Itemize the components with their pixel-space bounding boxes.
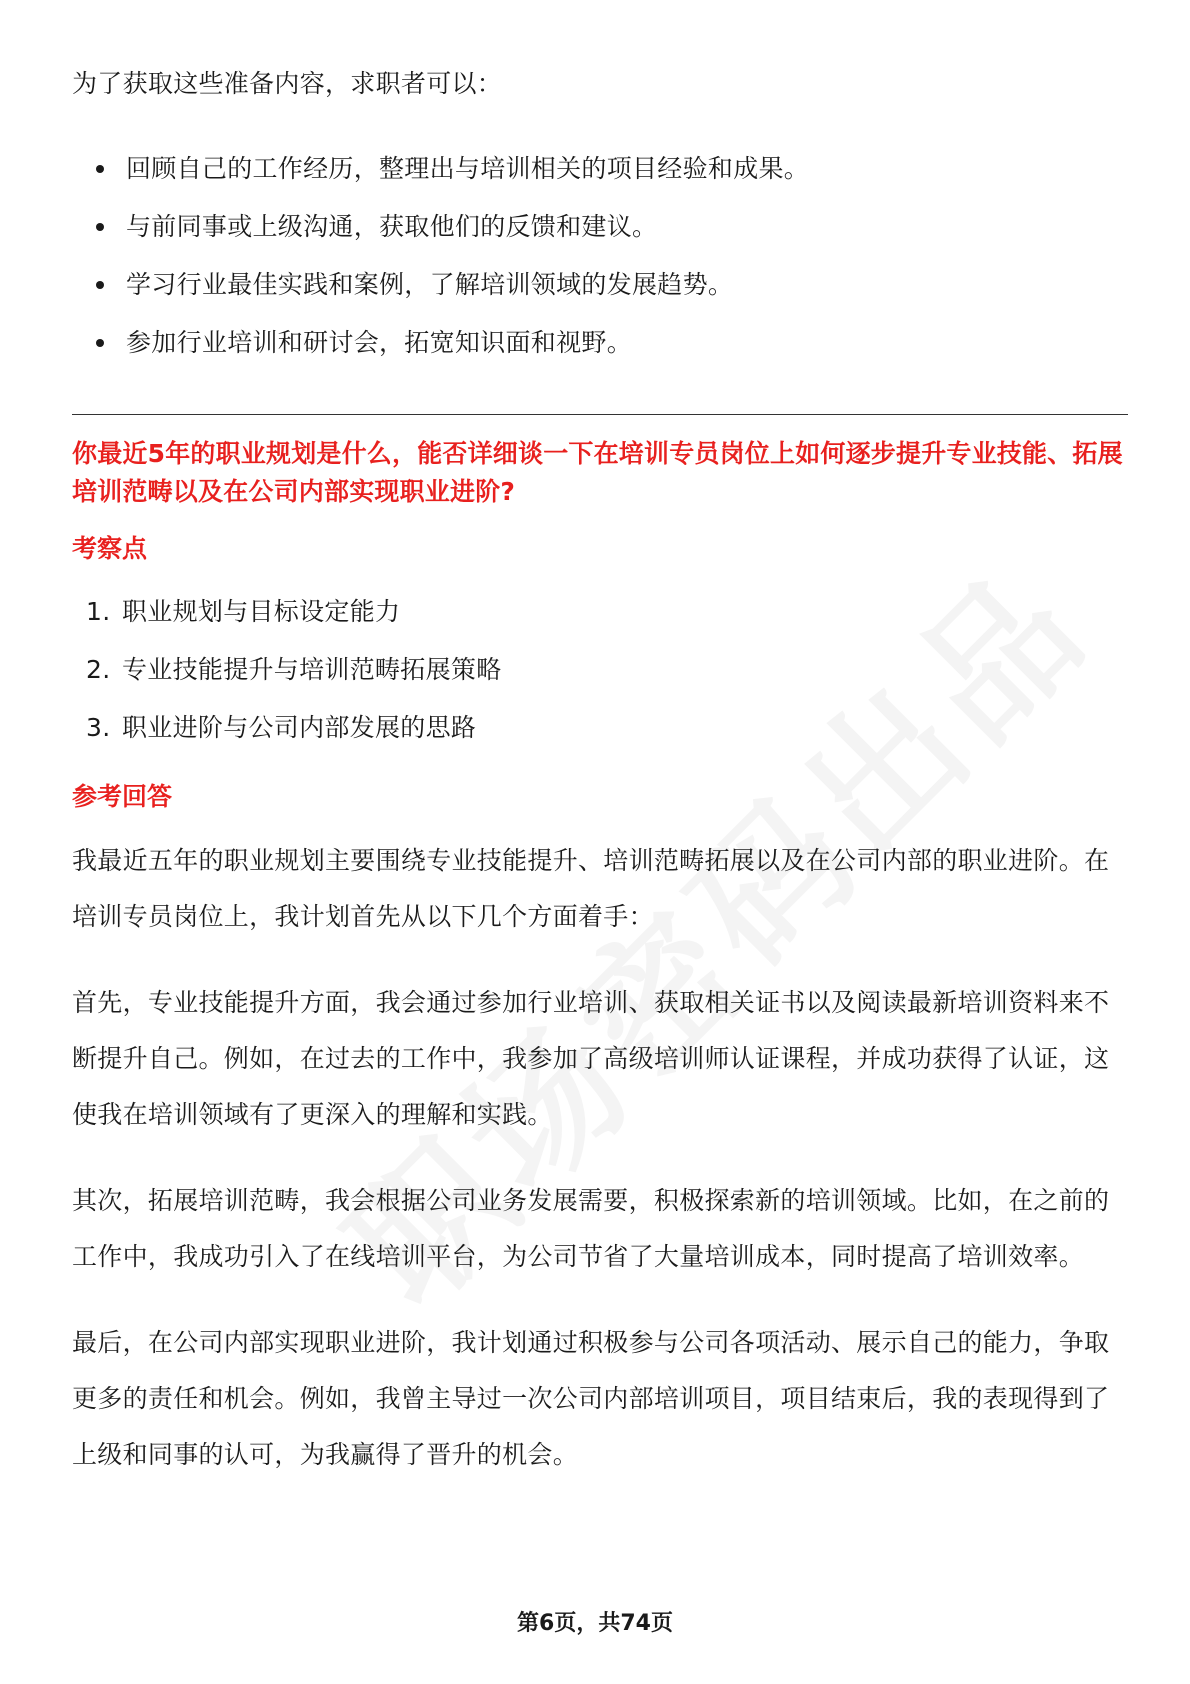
list-number: 2. [86, 655, 111, 684]
section-divider [72, 414, 1128, 415]
points-list [72, 583, 1128, 757]
answer-paragraph: 我最近五年的职业规划主要围绕专业技能提升、培训范畴拓展以及在公司内部的职业进阶。在培训专员岗位上，我计划首先从以下几个方面着手： [72, 846, 1110, 931]
question-heading: 你最近5年的职业规划是什么，能否详细谈一下在培训专员岗位上如何逐步提升专业技能、拓展培训范畴以及在公司内部实现职业进阶? [72, 439, 1123, 506]
list-number: 3. [86, 713, 111, 742]
list-item: 参加行业培训和研讨会，拓宽知识面和视野。 [72, 314, 1128, 372]
page-number: 第6页，共74页 [517, 1611, 673, 1636]
answer-paragraph: 首先，专业技能提升方面，我会通过参加行业培训、获取相关证书以及阅读最新培训资料来不断提升自己。例如，在过去的工作中，我参加了高级培训师认证课程，并成功获得了认证，这使我在培训领域有了更深入的理解和实践。 [72, 988, 1110, 1129]
answer-paragraph: 其次，拓展培训范畴，我会根据公司业务发展需要，积极探索新的培训领域。比如，在之前的工作中，我成功引入了在线培训平台，为公司节省了大量培训成本，同时提高了培训效率。 [72, 1186, 1110, 1271]
intro-text: 为了获取这些准备内容，求职者可以： [72, 69, 503, 98]
document-page [72, 56, 1128, 1513]
list-item: 2. 专业技能提升与培训范畴拓展策略 [72, 641, 1128, 699]
preparation-list [72, 140, 1128, 372]
points-heading: 考察点 [72, 534, 148, 563]
bullet-dot-icon [96, 339, 104, 347]
bullet-dot-icon [96, 223, 104, 231]
list-item: 回顾自己的工作经历，整理出与培训相关的项目经验和成果。 [72, 140, 1128, 198]
list-item: 3. 职业进阶与公司内部发展的思路 [72, 699, 1128, 757]
answer-heading: 参考回答 [72, 782, 173, 811]
bullet-dot-icon [96, 281, 104, 289]
list-item: 1. 职业规划与目标设定能力 [72, 583, 1128, 641]
bullet-dot-icon [96, 165, 104, 173]
list-item: 与前同事或上级沟通，获取他们的反馈和建议。 [72, 198, 1128, 256]
answer-paragraph: 最后，在公司内部实现职业进阶，我计划通过积极参与公司各项活动、展示自己的能力，争取更多的责任和机会。例如，我曾主导过一次公司内部培训项目，项目结束后，我的表现得到了上级和同事的认可，为我赢得了晋升的机会。 [72, 1328, 1110, 1469]
list-item: 学习行业最佳实践和案例，了解培训领域的发展趋势。 [72, 256, 1128, 314]
list-number: 1. [86, 597, 111, 626]
